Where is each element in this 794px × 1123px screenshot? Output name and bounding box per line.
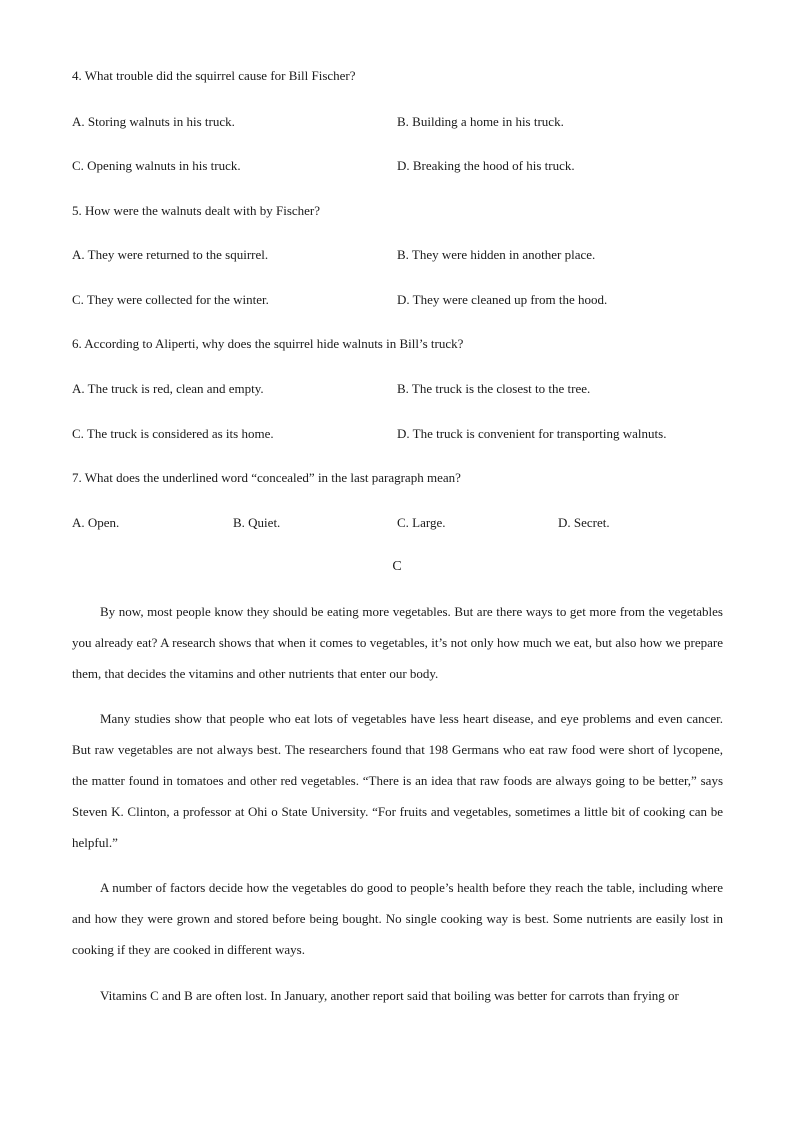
question-7-option-a: A. Open. xyxy=(72,515,120,530)
passage-paragraph-3: A number of factors decide how the vegetables do good to people’s health before they reach the table, including where and how they were grown and stored before being bought. No single cooking way is best. Some nutrients are easily lost in cooking if they are cooked in different ways. xyxy=(72,880,723,957)
question-5-option-a: A. They were returned to the squirrel. xyxy=(72,247,269,262)
question-6-option-a: A. The truck is red, clean and empty. xyxy=(72,381,264,396)
question-4-option-d: D. Breaking the hood of his truck. xyxy=(397,158,575,173)
section-title: C xyxy=(392,559,402,574)
question-7-option-d: D. Secret. xyxy=(558,515,610,530)
question-6-stem: 6. According to Aliperti, why does the squirrel hide walnuts in Bill’s truck? xyxy=(72,336,464,351)
question-4-stem: 4. What trouble did the squirrel cause for Bill Fischer? xyxy=(72,68,356,83)
question-6-option-b: B. The truck is the closest to the tree. xyxy=(397,381,591,396)
passage-paragraph-2: Many studies show that people who eat lots of vegetables have less heart disease, and eye problems and even cancer. But raw vegetables are not always best. The researchers found that 198 Germans who eat raw food were short of lycopene, the matter found in tomatoes and other red vegetables. “There is an idea that raw foods are always going to be better,” says Steven K. Clinton, a professor at Ohi o State University. “For fruits and vegetables, sometimes a little bit of cooking can be helpful.” xyxy=(72,711,723,850)
question-5-option-b: B. They were hidden in another place. xyxy=(397,247,596,262)
question-6-option-d: D. The truck is convenient for transporting walnuts. xyxy=(397,426,667,441)
question-7-option-c: C. Large. xyxy=(397,515,446,530)
question-5-option-c: C. They were collected for the winter. xyxy=(72,292,269,307)
question-4-option-a: A. Storing walnuts in his truck. xyxy=(72,114,235,129)
question-5-stem: 5. How were the walnuts dealt with by Fischer? xyxy=(72,203,321,218)
question-7-option-b: B. Quiet. xyxy=(233,515,281,530)
question-4-option-b: B. Building a home in his truck. xyxy=(397,114,564,129)
question-4-option-c: C. Opening walnuts in his truck. xyxy=(72,158,241,173)
question-7-stem: 7. What does the underlined word “concealed” in the last paragraph mean? xyxy=(72,470,461,485)
passage-paragraph-1: By now, most people know they should be eating more vegetables. But are there ways to get more from the vegetables you already eat? A research shows that when it comes to vegetables, it’s not only how much we eat, but also how we prepare them, that decides the vitamins and other nutrients that enter our body. xyxy=(72,604,723,681)
question-6-option-c: C. The truck is considered as its home. xyxy=(72,426,274,441)
question-5-option-d: D. They were cleaned up from the hood. xyxy=(397,292,608,307)
passage-paragraph-4: Vitamins C and B are often lost. In January, another report said that boiling was better for carrots than frying or xyxy=(100,988,679,1003)
